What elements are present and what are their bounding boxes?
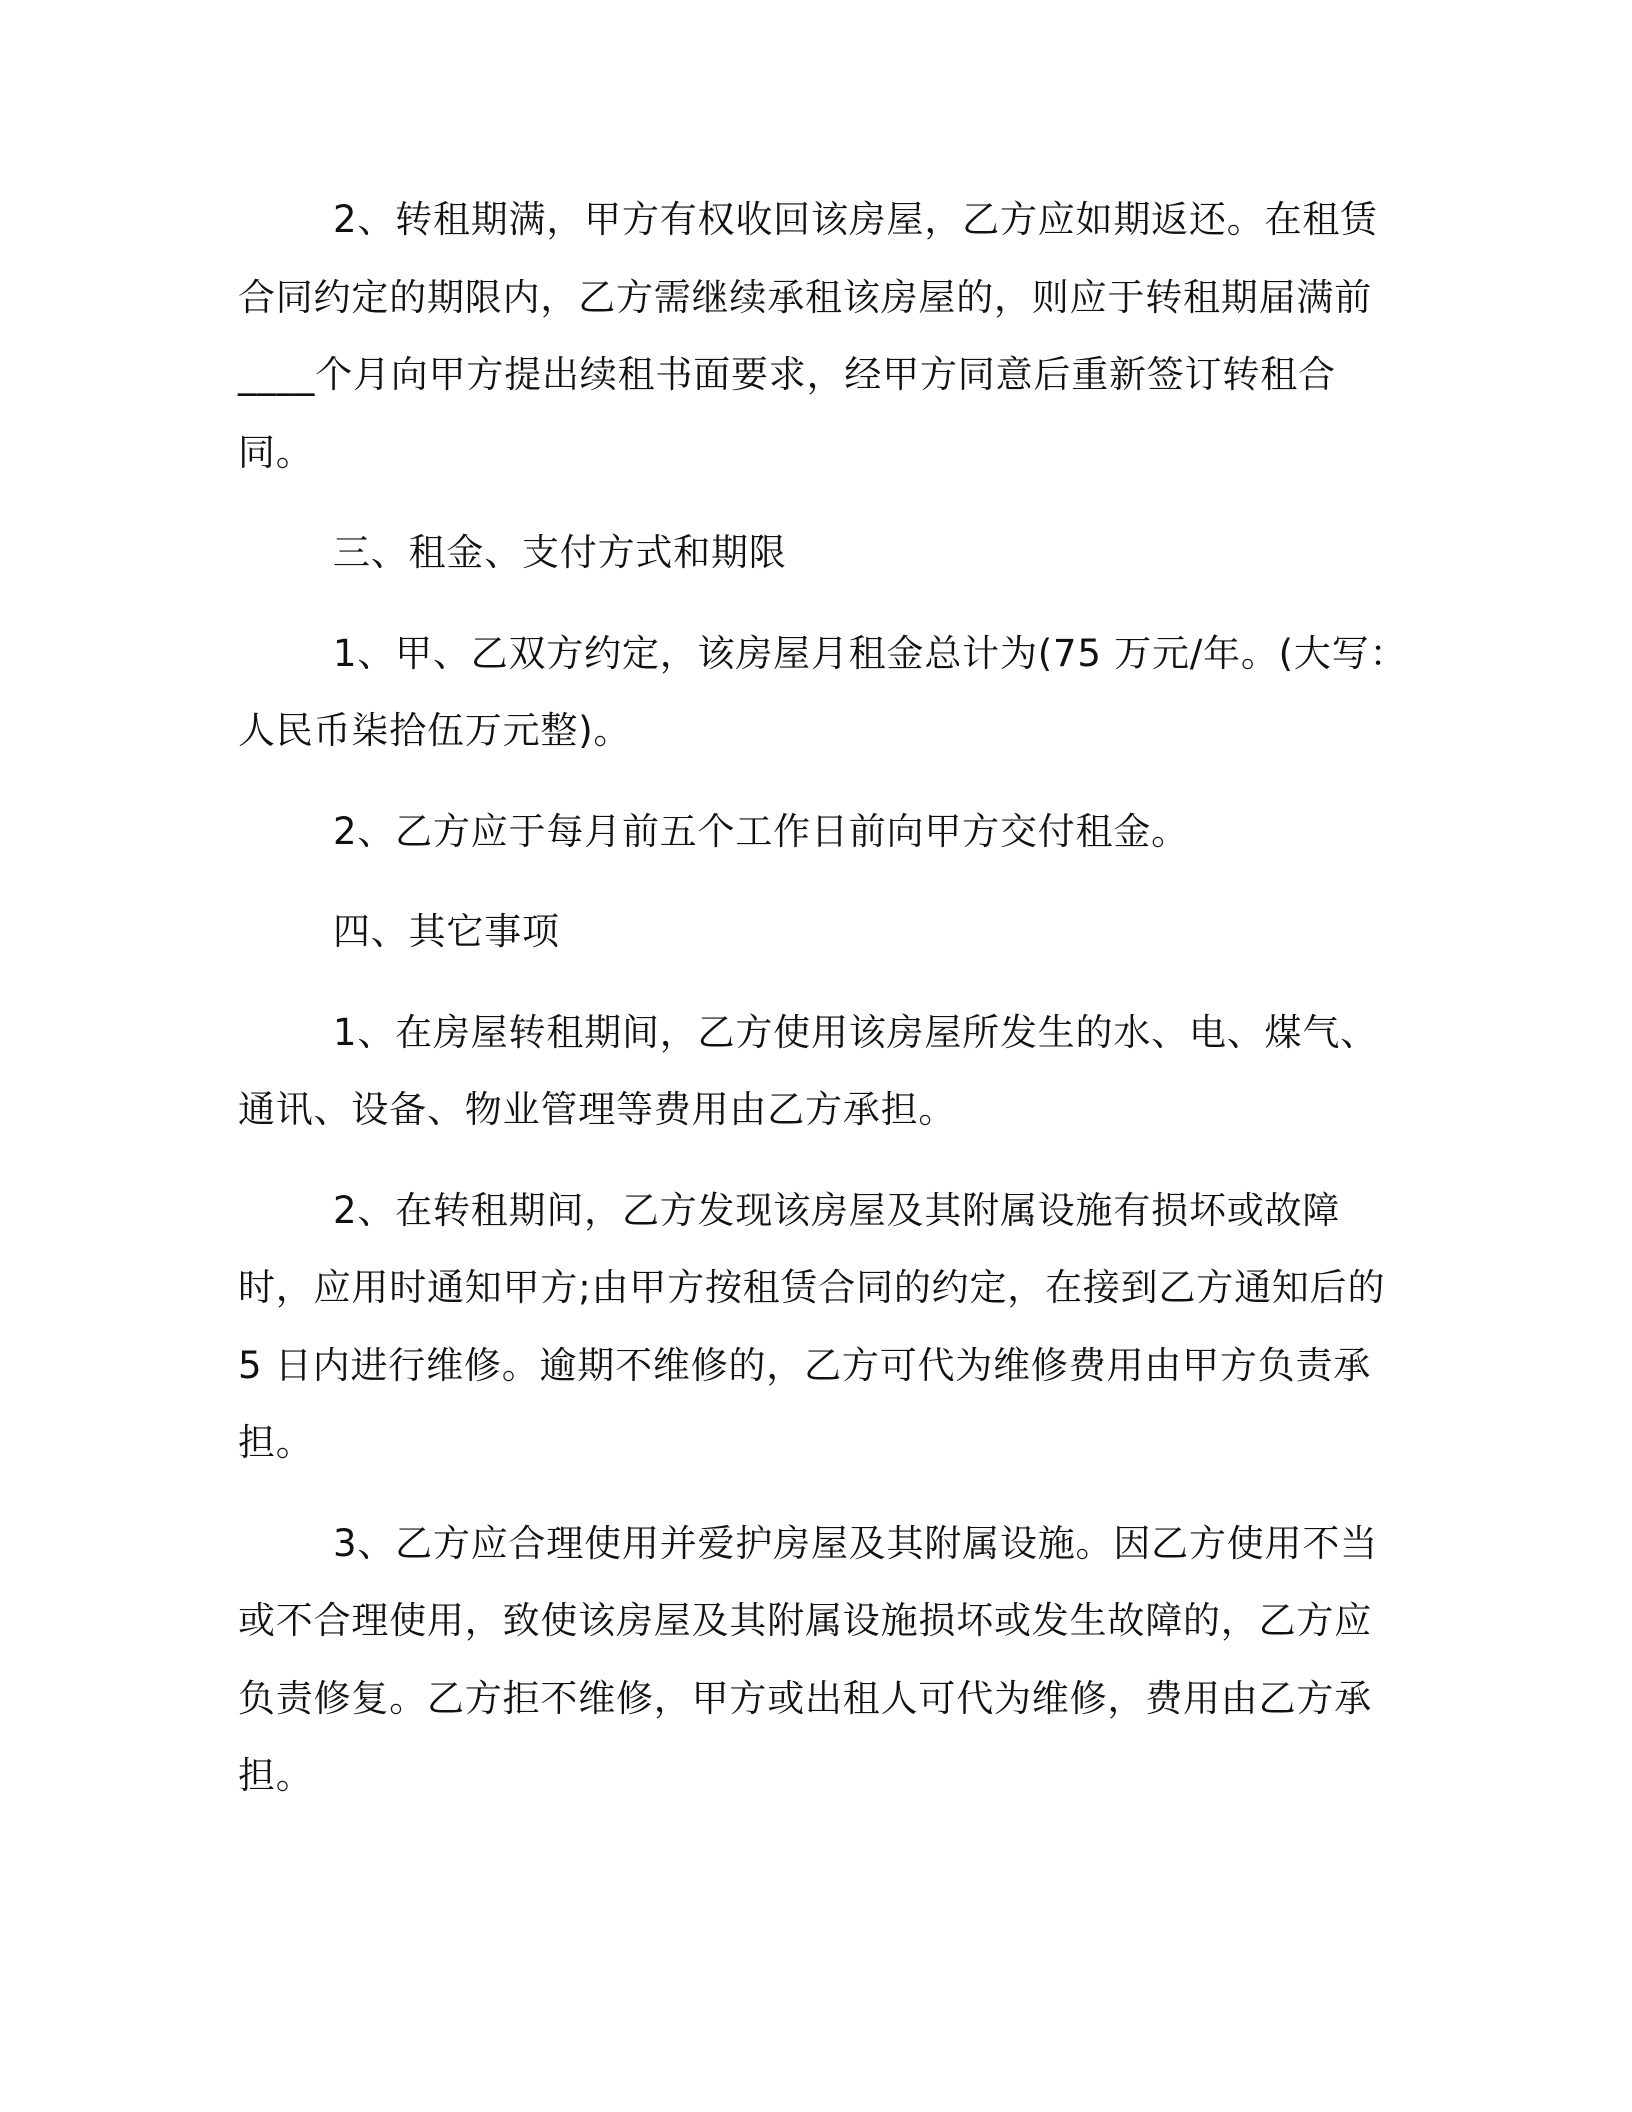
text-line: 时，应用时通知甲方;由甲方按租赁合同的约定，在接到乙方通知后的 [238, 1266, 1386, 1309]
text-line: 2、转租期满，甲方有权收回该房屋，乙方应如期返还。在租赁 [333, 198, 1378, 241]
text-line: 2、在转租期间，乙方发现该房屋及其附属设施有损坏或故障 [333, 1188, 1341, 1232]
paragraph-rent-payment [238, 793, 1398, 871]
paragraph-utility-costs [238, 994, 1398, 1149]
section-heading-rent [238, 514, 1398, 592]
document-body [238, 181, 1408, 1838]
heading-text: 四、其它事项 [333, 910, 560, 953]
text-line: ____个月向甲方提出续租书面要求，经甲方同意后重新签订转租合 [238, 353, 1336, 396]
text-line: 负责修复。乙方拒不维修，甲方或出租人可代为维修，费用由乙方承 [238, 1676, 1372, 1720]
text-line: 同。 [238, 430, 314, 474]
text-line: 担。 [238, 1754, 314, 1797]
paragraph-proper-use [238, 1505, 1398, 1815]
text-line: 3、乙方应合理使用并爱护房屋及其附属设施。因乙方使用不当 [333, 1521, 1378, 1565]
text-line: 5 日内进行维修。逾期不维修的，乙方可代为维修费用由甲方负责承 [238, 1343, 1372, 1387]
paragraph-rent-amount [238, 615, 1408, 770]
paragraph-sublease-expiry [238, 181, 1398, 491]
text-line: 人民币柒拾伍万元整)。 [238, 709, 632, 752]
heading-text: 三、租金、支付方式和期限 [333, 531, 787, 574]
text-line: 2、乙方应于每月前五个工作日前向甲方交付租金。 [333, 809, 1189, 853]
text-line: 担。 [238, 1421, 314, 1464]
text-line: 通讯、设备、物业管理等费用由乙方承担。 [238, 1088, 957, 1131]
section-heading-other [238, 893, 1398, 971]
paragraph-repairs [238, 1172, 1398, 1482]
text-line: 1、甲、乙双方约定，该房屋月租金总计为(75 万元/年。(大写： [333, 631, 1408, 675]
text-line: 合同约定的期限内，乙方需继续承租该房屋的，则应于转租期届满前 [238, 275, 1372, 319]
text-line: 或不合理使用，致使该房屋及其附属设施损坏或发生故障的，乙方应 [238, 1599, 1372, 1642]
text-line: 1、在房屋转租期间，乙方使用该房屋所发生的水、电、煤气、 [333, 1010, 1378, 1054]
